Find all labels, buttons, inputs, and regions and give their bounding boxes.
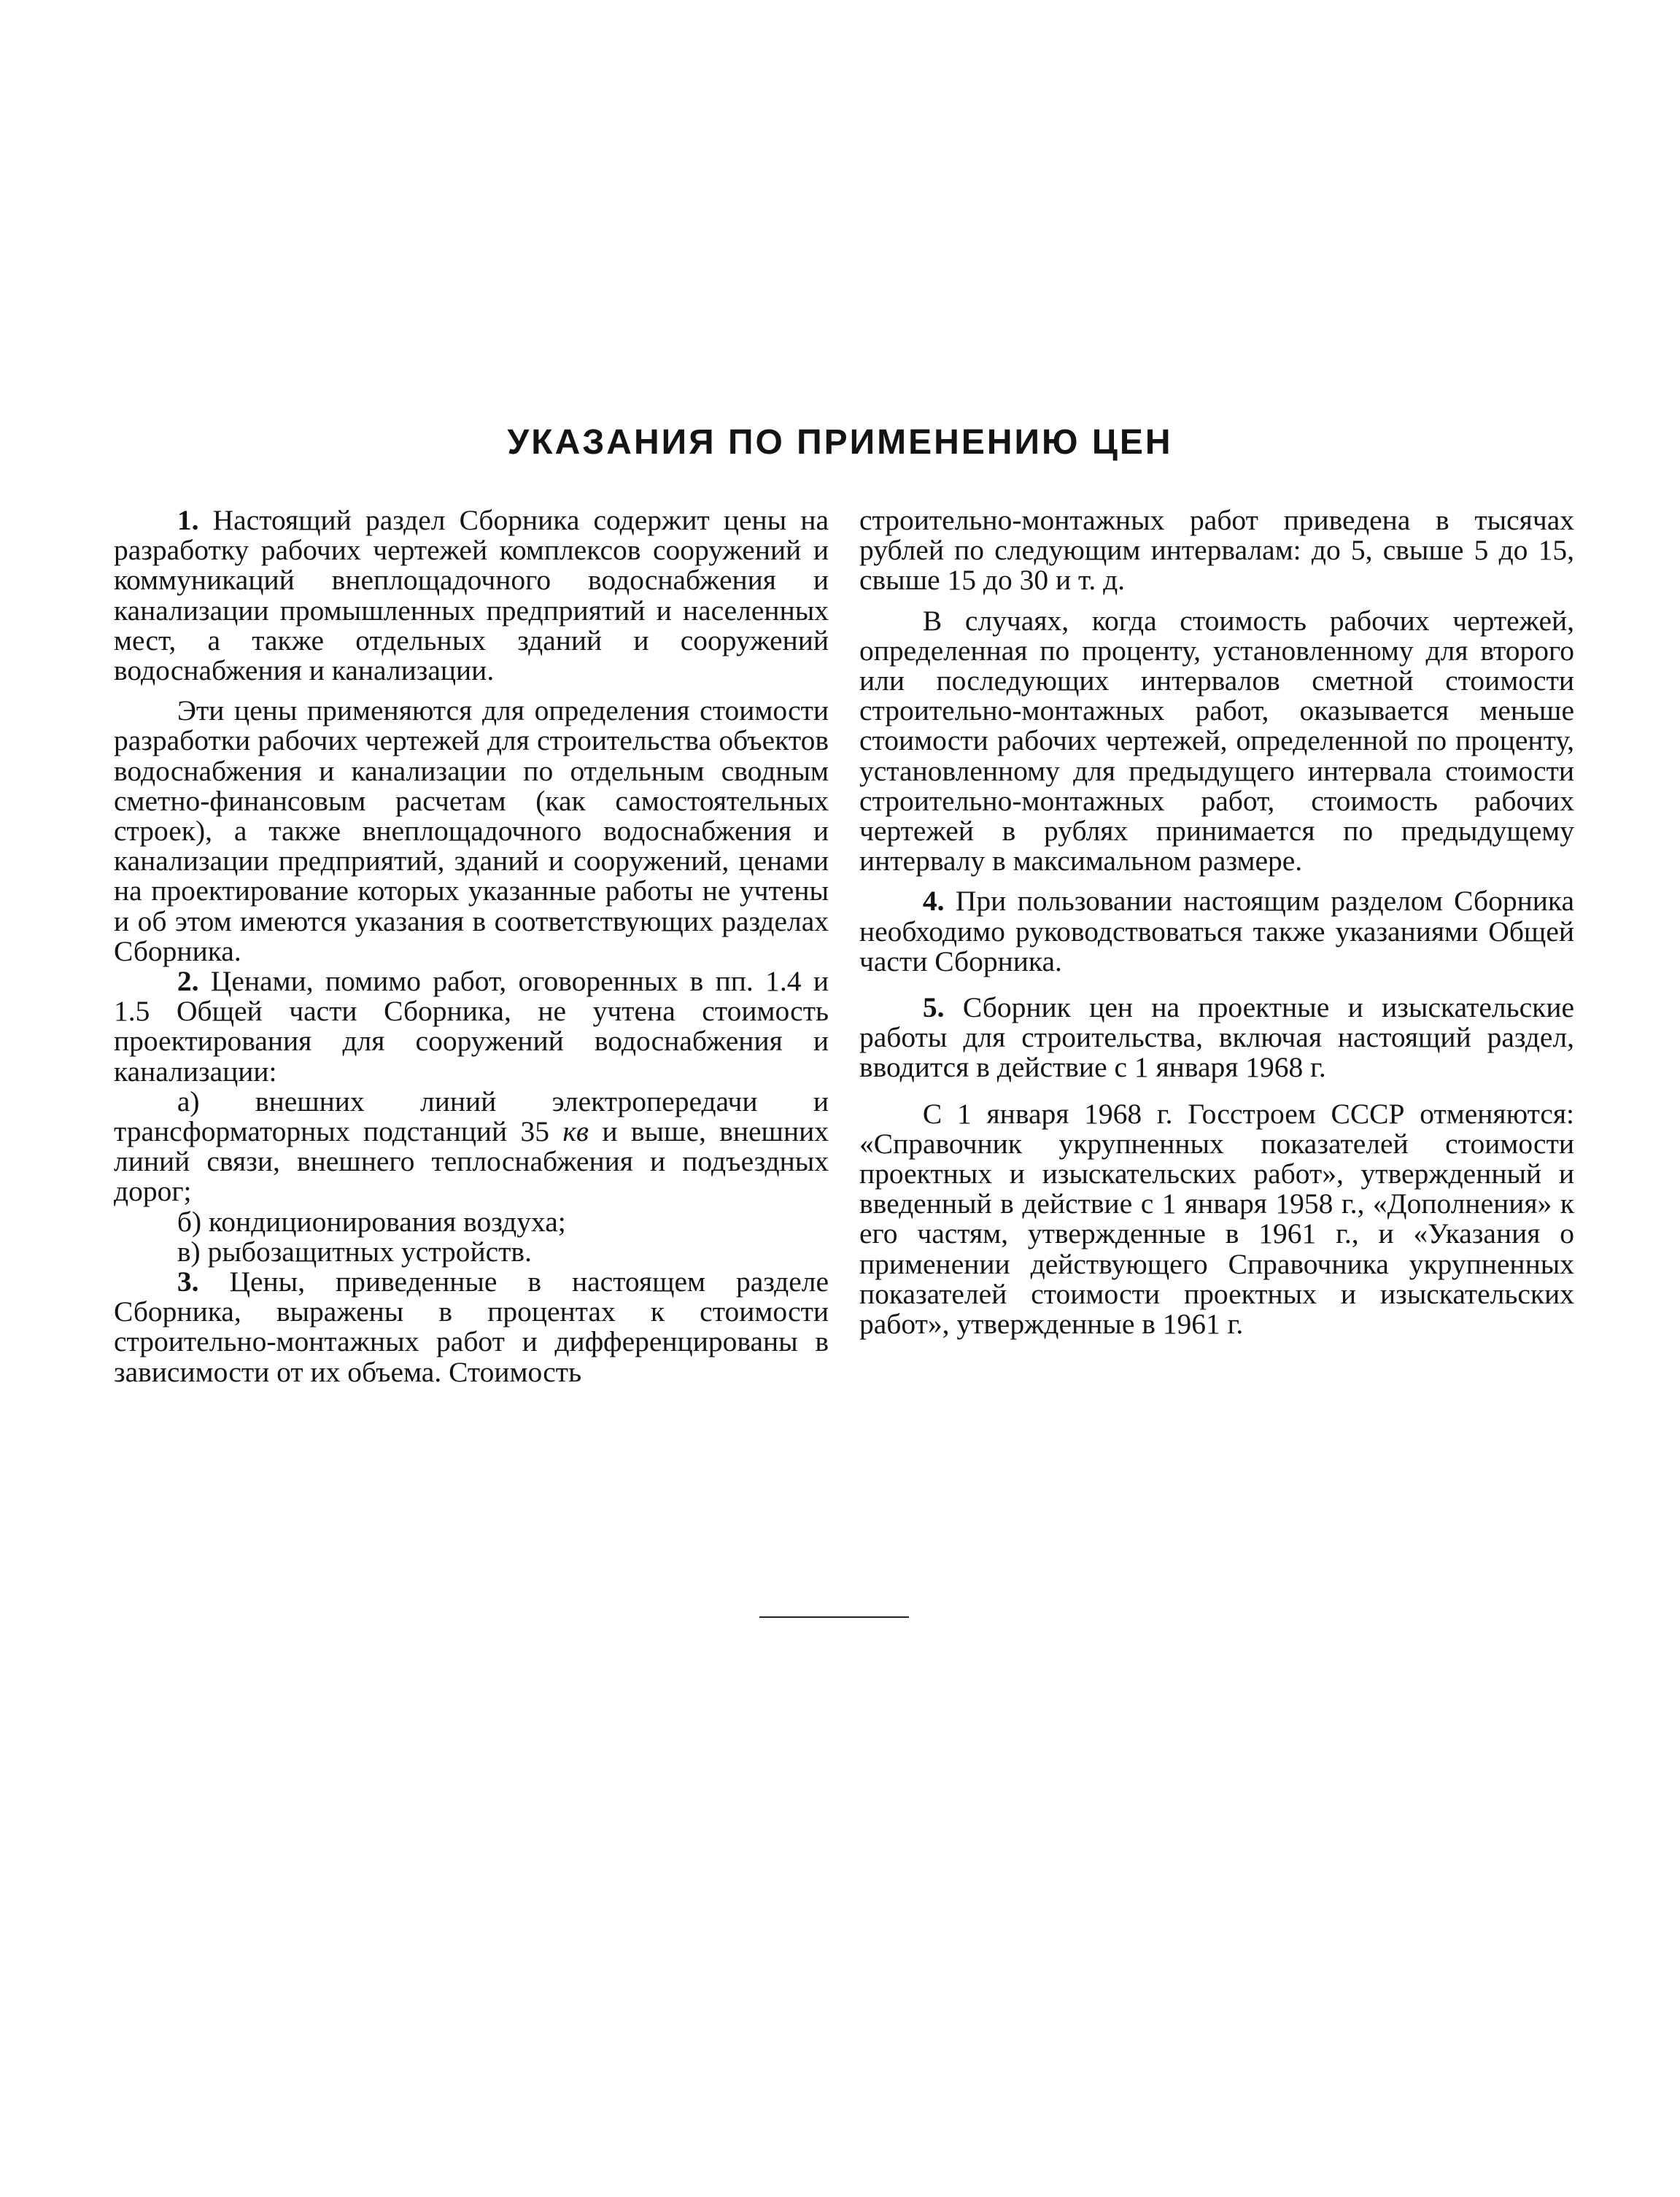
unit-label: кв: [562, 1115, 589, 1148]
right-column: [859, 505, 1574, 1339]
list-item-text: и выше, внешних линий связи, внешнего теплоснабжения и подъездных дорог;: [114, 1115, 829, 1208]
paragraph-3-continued: строительно-монтажных работ приведена в тысячах рублей по следующим интервалам: до 5, свыше 5 до 15, свыше 15 до 30 и т. д.: [859, 504, 1574, 597]
list-item-a: [114, 1087, 829, 1207]
paragraph-text: Настоящий раздел Сборника содержит цены на разработку рабочих чертежей комплексов сооружений и коммуникаций внеплощадочного водоснабжения и канализации промышленных предприятий и населенных мест, а также отдельных зданий и сооружений водоснабжения и канализации.: [114, 504, 829, 687]
paragraph-text: При пользовании настоящим разделом Сборника необходимо руководствоваться также указаниями Общей части Сборника.: [859, 885, 1574, 977]
paragraph-number: 1.: [177, 504, 199, 536]
paragraph-number: 5.: [922, 991, 945, 1024]
list-item-b: б) кондиционирования воздуха;: [177, 1205, 566, 1238]
list-item-text: а) внешних линий электропередачи и трансформаторных подстанций 35: [114, 1085, 829, 1148]
end-divider: [759, 1616, 909, 1618]
paragraph-5b: С 1 января 1968 г. Госстроем СССР отменяются: «Справочник укрупненных показателей стоимости проектных и изыскательских работ», утвержденный и введенный в действие с 1 января 1958 г., «Дополнения» к его частям, утвержденные в 1961 г., и «Указания о применении действующего Справочника укрупненных показателей стоимости проектных и изыскательских работ», утвержденные в 1961 г.: [859, 1097, 1574, 1341]
paragraph-2: [114, 966, 829, 1087]
paragraph-text: Ценами, помимо работ, оговоренных в пп. 1.4 и 1.5 Общей части Сборника, не учтена стоимость проектирования для сооружений водоснабжения и канализации:: [114, 965, 829, 1088]
paragraph-number: 2.: [177, 965, 199, 998]
paragraph-3: [114, 1267, 829, 1387]
paragraph-number: 3.: [177, 1266, 199, 1298]
left-column: [114, 505, 829, 1387]
paragraph-4: [859, 886, 1574, 977]
paragraph-number: 4.: [922, 885, 945, 918]
paragraph-text: Сборник цен на проектные и изыскательские работы для строительства, включая настоящий раздел, вводится в действие с 1 января 1968 г.: [859, 991, 1574, 1084]
paragraph-5: [859, 993, 1574, 1083]
list-item-c: в) рыбозащитных устройств.: [177, 1235, 532, 1268]
paragraph-text: Цены, приведенные в настоящем разделе Сборника, выражены в процентах к стоимости строительно-монтажных работ и дифференцированы в зависимости от их объема. Стоимость: [114, 1266, 829, 1388]
page-title: УКАЗАНИЯ ПО ПРИМЕНЕНИЮ ЦЕН: [507, 423, 1173, 462]
paragraph-3b: В случаях, когда стоимость рабочих чертежей, определенная по проценту, установленному для второго или последующих интервалов сметной стоимости строительно-монтажных работ, оказывается меньше стоимости рабочих чертежей, определенной по проценту, установленному для предыдущего интервала стоимости строительно-монтажных работ, стоимость рабочих чертежей в рублях принимается по предыдущему интервалу в максимальном размере.: [859, 604, 1574, 877]
paragraph-1: [114, 505, 829, 686]
paragraph-1-continued: Эти цены применяются для определения стоимости разработки рабочих чертежей для строительства объектов водоснабжения и канализации по отдельным сводным сметно-финансовым расчетам (как самостоятельных строек), а также внеплощадочного водоснабжения и канализации предприятий, зданий и сооружений, ценами на проектирование которых указанные работы не учтены и об этом имеются указания в соответствующих разделах Сборника.: [114, 694, 829, 967]
